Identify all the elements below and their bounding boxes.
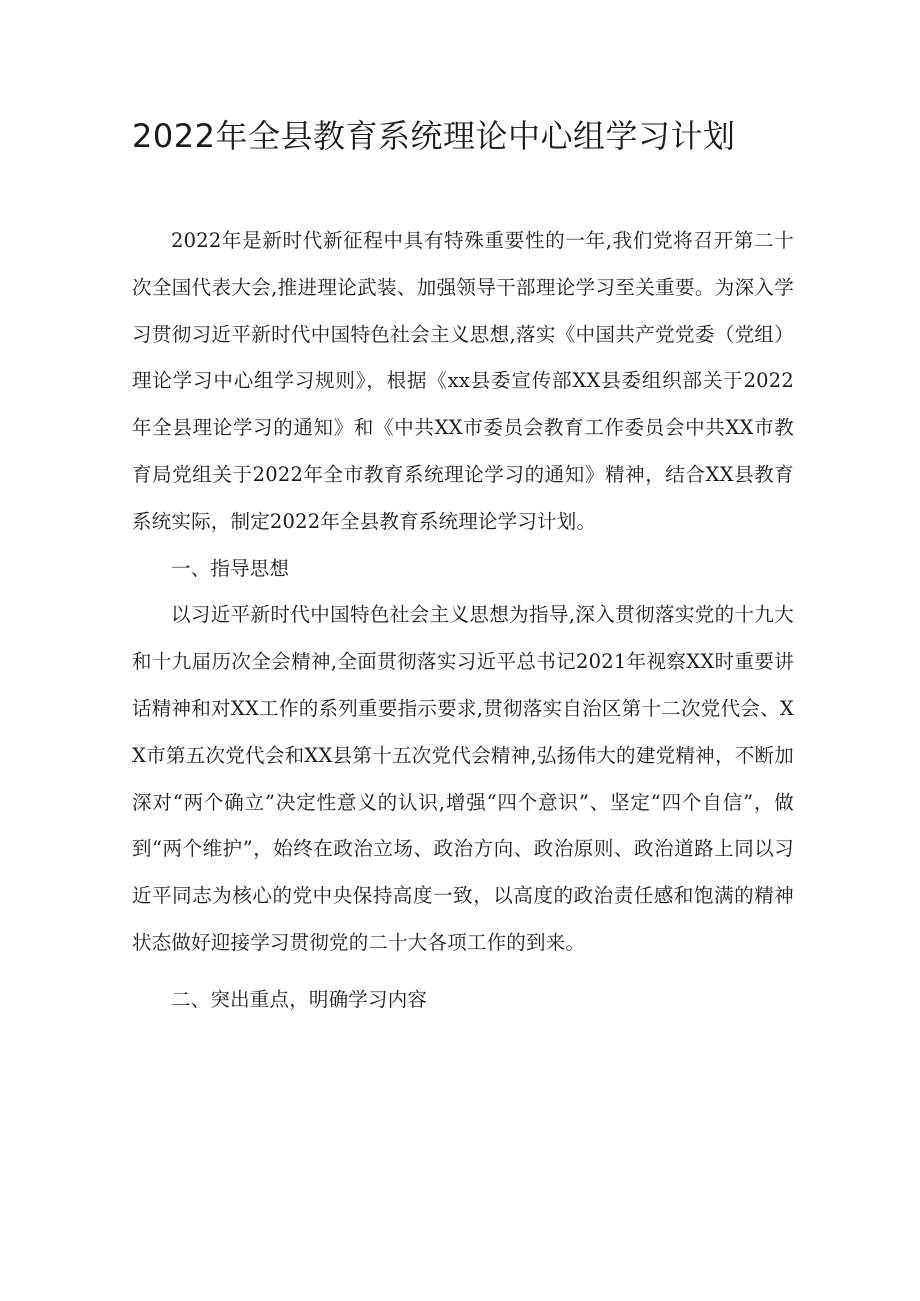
guiding-ideology-paragraph: 以习近平新时代中国特色社会主义思想为指导,深入贯彻落实党的十九大和十九届历次全会精神,全面贯彻落实习近平总书记2021年视察XX时重要讲话精神和对XX工作的系列重要指示要求,贯彻落实自治区第十二次党代会、XX市第五次党代会和XX县第十五次党代会精神,弘扬伟大的建党精神，不断加深对“两个确立”决定性意义的认识,增强“四个意识”、坚定“四个自信”，做到“两个维护”，始终在政治立场、政治方向、政治原则、政治道路上同以习近平同志为核心的党中央保持高度一致，以高度的政治责任感和饱满的精神状态做好迎接学习贯彻党的二十大各项工作的到来。 — [132, 603, 794, 954]
section-heading-guiding-ideology: 一、指导思想 — [171, 556, 290, 580]
section-heading-learning-content: 二、突出重点，明确学习内容 — [171, 987, 428, 1011]
document-body — [132, 218, 794, 1024]
document-title: 2022年全县教育系统理论中心组学习计划 — [132, 117, 736, 155]
intro-paragraph: 2022年是新时代新征程中具有特殊重要性的一年,我们党将召开第二十次全国代表大会,推进理论武装、加强领导干部理论学习至关重要。为深入学习贯彻习近平新时代中国特色社会主义思想,落实《中国共产党党委（党组）理论学习中心组学习规则》，根据《xx县委宣传部XX县委组织部关于2022年全县理论学习的通知》和《中共XX市委员会教育工作委员会中共XX市教育局党组关于2022年全市教育系统理论学习的通知》精神，结合XX县教育系统实际，制定2022年全县教育系统理论学习计划。 — [132, 229, 794, 533]
